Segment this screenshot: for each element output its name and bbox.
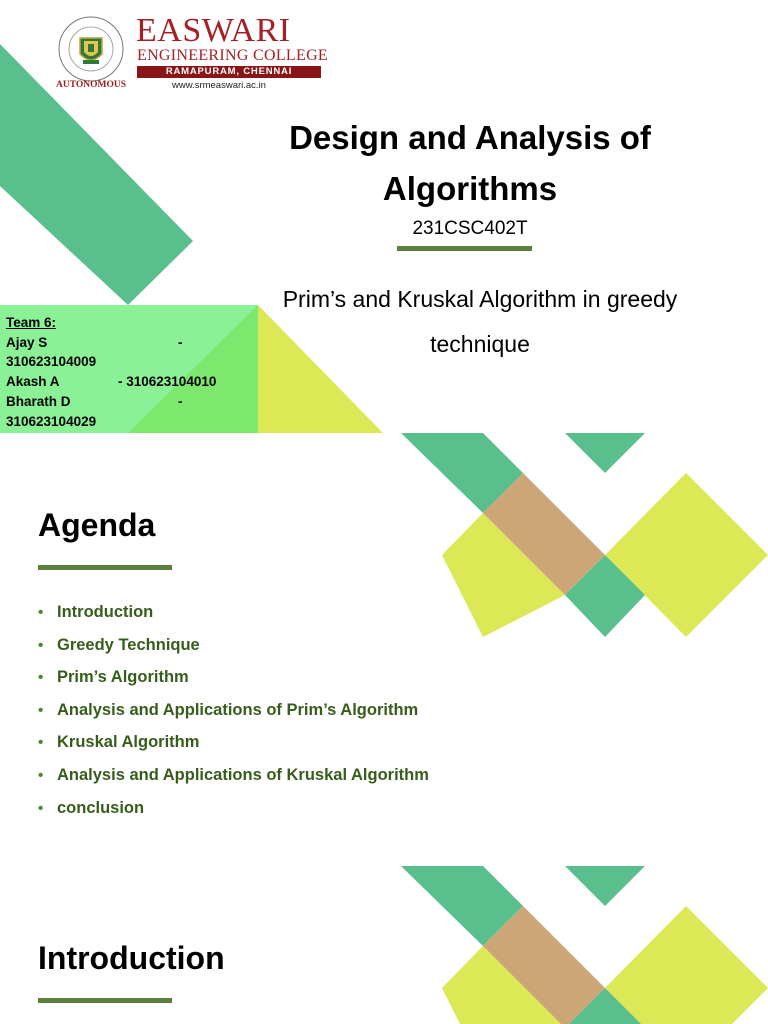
member-name: Akash A [6, 374, 60, 390]
member-id: 310623104009 [6, 354, 97, 370]
autonomous-label: AUTONOMOUS [55, 80, 127, 90]
college-seal-icon [58, 16, 124, 82]
bullet-icon: • [38, 799, 44, 817]
team-title: Team 6: [6, 315, 57, 330]
list-item: • Introduction [38, 601, 429, 634]
introduction-slide [0, 866, 768, 1024]
list-item: • Analysis and Applications of Prim’s Algorithm [38, 699, 429, 732]
bullet-icon: • [38, 636, 44, 654]
lime-diamond-right [605, 473, 768, 637]
presentation-title: Design and Analysis of Algorithms [289, 119, 651, 207]
bullet-icon: • [38, 701, 44, 719]
member-id: 310623104010 [126, 374, 217, 390]
member-name: Ajay S [6, 334, 48, 350]
agenda-slide [0, 433, 768, 866]
presentation-subtitle: Prim’s and Kruskal Algorithm in greedy technique [282, 286, 678, 357]
member-id: 310623104029 [6, 413, 97, 429]
member-name: Bharath D [6, 393, 71, 409]
list-item: • Prim’s Algorithm [38, 666, 429, 699]
introduction-heading: Introduction [38, 940, 225, 976]
team-member: Ajay S - 310623104009 [6, 334, 183, 370]
college-location: RAMAPURAM, CHENNAI [137, 66, 321, 78]
list-item: • conclusion [38, 797, 429, 830]
introduction-underline [38, 998, 172, 1003]
bullet-icon: • [38, 604, 44, 621]
agenda-heading: Agenda [38, 507, 156, 543]
title-slide [0, 0, 768, 433]
list-item: • Kruskal Algorithm [38, 731, 429, 764]
college-subtitle: ENGINEERING COLLEGE [137, 47, 328, 64]
bullet-icon: • [38, 766, 44, 784]
list-item: • Analysis and Applications of Kruskal Algorithm [38, 764, 429, 797]
team-member: Akash A - 310623104010 [6, 372, 256, 392]
college-url: www.srmeaswari.ac.in [172, 80, 266, 91]
agenda-underline [38, 565, 172, 570]
course-code: 231CSC402T [412, 218, 528, 239]
agenda-list [38, 601, 429, 829]
lime-diamond-right [605, 906, 768, 1024]
team-member: Bharath D - 310623104029 [6, 393, 183, 429]
college-logo [55, 12, 328, 96]
bullet-icon: • [38, 669, 44, 687]
course-code-underline [397, 246, 532, 251]
green-triangle [565, 866, 645, 906]
bullet-icon: • [38, 734, 44, 752]
green-triangle [565, 433, 645, 473]
college-name: EASWARI [136, 12, 291, 49]
team-info [6, 313, 256, 431]
list-item: • Greedy Technique [38, 634, 429, 667]
